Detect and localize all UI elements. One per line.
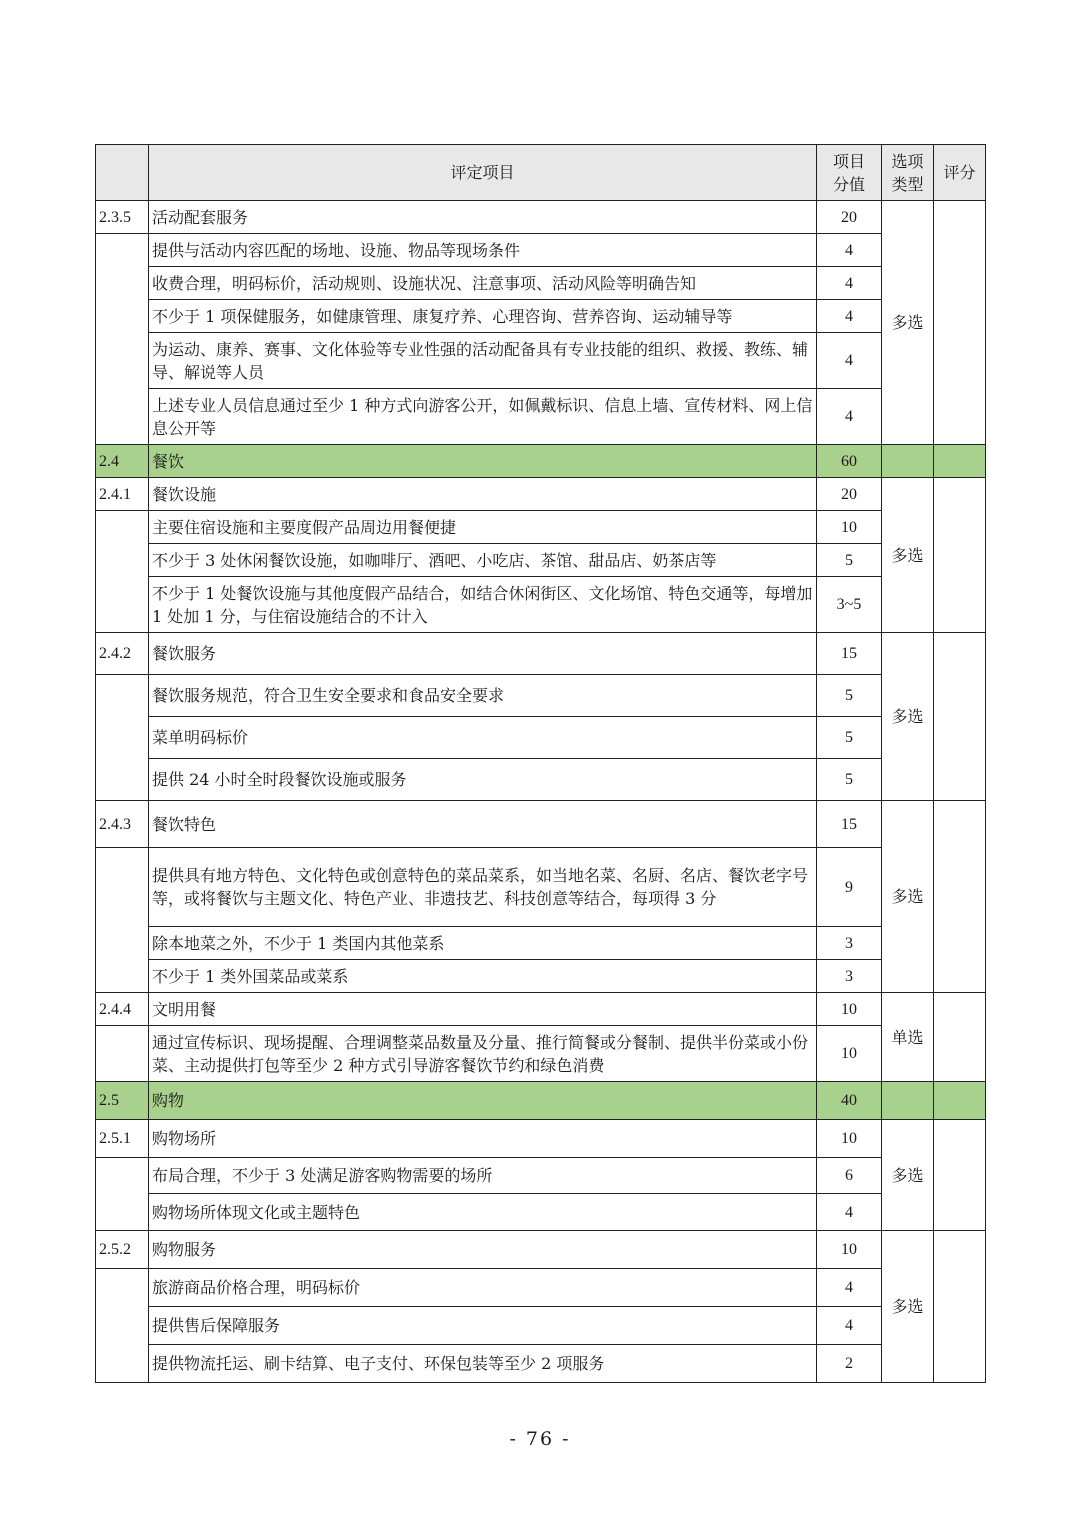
group-points: 20 xyxy=(817,201,882,234)
option-type: 多选 xyxy=(882,633,934,801)
section-row xyxy=(96,1082,986,1120)
item-text: 主要住宿设施和主要度假产品周边用餐便捷 xyxy=(149,511,817,544)
section-points: 40 xyxy=(817,1082,882,1120)
table-row xyxy=(96,927,986,960)
score-cell[interactable] xyxy=(934,801,986,993)
table-row xyxy=(96,511,986,544)
item-points: 3 xyxy=(817,960,882,993)
table-row xyxy=(96,759,986,801)
score-cell[interactable] xyxy=(934,201,986,445)
group-row xyxy=(96,478,986,511)
item-points: 5 xyxy=(817,544,882,577)
option-type: 多选 xyxy=(882,201,934,445)
number-spacer xyxy=(96,1269,149,1383)
item-points: 10 xyxy=(817,1026,882,1082)
item-text: 餐饮服务规范，符合卫生安全要求和食品安全要求 xyxy=(149,675,817,717)
page-number: - 76 - xyxy=(509,1428,571,1450)
score-cell[interactable] xyxy=(934,1120,986,1231)
table-row xyxy=(96,675,986,717)
section-title: 餐饮 xyxy=(149,445,817,478)
item-text: 提供 24 小时全时段餐饮设施或服务 xyxy=(149,759,817,801)
section-score-empty xyxy=(934,445,986,478)
section-points: 60 xyxy=(817,445,882,478)
table-row xyxy=(96,960,986,993)
item-points: 9 xyxy=(817,848,882,927)
option-type: 单选 xyxy=(882,993,934,1082)
item-points: 4 xyxy=(817,267,882,300)
item-text: 不少于 3 处休闲餐饮设施，如咖啡厅、酒吧、小吃店、茶馆、甜品店、奶茶店等 xyxy=(149,544,817,577)
score-cell[interactable] xyxy=(934,1231,986,1383)
table-row xyxy=(96,717,986,759)
item-text: 提供具有地方特色、文化特色或创意特色的菜品菜系，如当地名菜、名厨、名店、餐饮老字号等，或将餐饮与主题文化、特色产业、非遗技艺、科技创意等结合，每项得 3 分 xyxy=(149,848,817,927)
item-text: 为运动、康养、赛事、文化体验等专业性强的活动配备具有专业技能的组织、救援、教练、辅导、解说等人员 xyxy=(149,333,817,389)
item-text: 除本地菜之外，不少于 1 类国内其他菜系 xyxy=(149,927,817,960)
item-text: 购物场所体现文化或主题特色 xyxy=(149,1194,817,1231)
group-title: 购物场所 xyxy=(149,1120,817,1158)
item-text: 提供售后保障服务 xyxy=(149,1307,817,1345)
item-number: 2.4.1 xyxy=(96,478,149,511)
item-number: 2.4.3 xyxy=(96,801,149,848)
item-text: 菜单明码标价 xyxy=(149,717,817,759)
item-points: 2 xyxy=(817,1345,882,1383)
group-points: 10 xyxy=(817,1231,882,1269)
header-number xyxy=(96,145,149,201)
item-points: 4 xyxy=(817,333,882,389)
evaluation-table xyxy=(95,144,986,1383)
table-row xyxy=(96,1194,986,1231)
option-type: 多选 xyxy=(882,1120,934,1231)
item-number: 2.4.2 xyxy=(96,633,149,675)
table-header-row xyxy=(96,145,986,201)
item-points: 3~5 xyxy=(817,577,882,633)
item-points: 10 xyxy=(817,511,882,544)
table-row xyxy=(96,848,986,927)
number-spacer xyxy=(96,511,149,633)
option-type: 多选 xyxy=(882,1231,934,1383)
item-points: 4 xyxy=(817,389,882,445)
item-number: 2.5.2 xyxy=(96,1231,149,1269)
item-text: 提供与活动内容匹配的场地、设施、物品等现场条件 xyxy=(149,234,817,267)
item-points: 3 xyxy=(817,927,882,960)
item-text: 不少于 1 项保健服务，如健康管理、康复疗养、心理咨询、营养咨询、运动辅导等 xyxy=(149,300,817,333)
item-points: 4 xyxy=(817,1194,882,1231)
section-number: 2.4 xyxy=(96,445,149,478)
section-score-empty xyxy=(934,1082,986,1120)
item-points: 4 xyxy=(817,1307,882,1345)
group-row xyxy=(96,633,986,675)
item-points: 5 xyxy=(817,717,882,759)
table-row xyxy=(96,1026,986,1082)
score-cell[interactable] xyxy=(934,478,986,633)
item-number: 2.4.4 xyxy=(96,993,149,1026)
header-item: 评定项目 xyxy=(149,145,817,201)
item-text: 提供物流托运、刷卡结算、电子支付、环保包装等至少 2 项服务 xyxy=(149,1345,817,1383)
item-points: 4 xyxy=(817,234,882,267)
group-title: 餐饮设施 xyxy=(149,478,817,511)
section-row xyxy=(96,445,986,478)
item-text: 不少于 1 处餐饮设施与其他度假产品结合，如结合休闲街区、文化场馆、特色交通等，每增加 1 处加 1 分，与住宿设施结合的不计入 xyxy=(149,577,817,633)
number-spacer xyxy=(96,234,149,445)
group-title: 餐饮特色 xyxy=(149,801,817,848)
number-spacer xyxy=(96,1026,149,1082)
item-text: 收费合理，明码标价，活动规则、设施状况、注意事项、活动风险等明确告知 xyxy=(149,267,817,300)
item-text: 不少于 1 类外国菜品或菜系 xyxy=(149,960,817,993)
table-row xyxy=(96,1269,986,1307)
score-cell[interactable] xyxy=(934,993,986,1082)
group-points: 15 xyxy=(817,633,882,675)
number-spacer xyxy=(96,848,149,993)
item-points: 4 xyxy=(817,300,882,333)
group-row xyxy=(96,1120,986,1158)
group-points: 10 xyxy=(817,993,882,1026)
table-row xyxy=(96,333,986,389)
group-points: 15 xyxy=(817,801,882,848)
table-row xyxy=(96,234,986,267)
table-row xyxy=(96,1307,986,1345)
number-spacer xyxy=(96,675,149,801)
group-row xyxy=(96,1231,986,1269)
section-number: 2.5 xyxy=(96,1082,149,1120)
section-type-empty xyxy=(882,1082,934,1120)
group-points: 10 xyxy=(817,1120,882,1158)
group-points: 20 xyxy=(817,478,882,511)
item-number: 2.3.5 xyxy=(96,201,149,234)
table-row xyxy=(96,389,986,445)
group-title: 餐饮服务 xyxy=(149,633,817,675)
section-type-empty xyxy=(882,445,934,478)
item-points: 6 xyxy=(817,1158,882,1194)
item-text: 通过宣传标识、现场提醒、合理调整菜品数量及分量、推行简餐或分餐制、提供半份菜或小份菜、主动提供打包等至少 2 种方式引导游客餐饮节约和绿色消费 xyxy=(149,1026,817,1082)
group-title: 活动配套服务 xyxy=(149,201,817,234)
group-row xyxy=(96,801,986,848)
group-row xyxy=(96,993,986,1026)
table-row xyxy=(96,1158,986,1194)
group-row xyxy=(96,201,986,234)
score-cell[interactable] xyxy=(934,633,986,801)
option-type: 多选 xyxy=(882,478,934,633)
item-number: 2.5.1 xyxy=(96,1120,149,1158)
header-score: 评分 xyxy=(934,145,986,201)
table-row xyxy=(96,544,986,577)
header-points: 项目 分值 xyxy=(817,145,882,201)
item-points: 5 xyxy=(817,759,882,801)
item-text: 上述专业人员信息通过至少 1 种方式向游客公开，如佩戴标识、信息上墙、宣传材料、网上信息公开等 xyxy=(149,389,817,445)
header-option-type: 选项 类型 xyxy=(882,145,934,201)
table-row xyxy=(96,577,986,633)
item-points: 4 xyxy=(817,1269,882,1307)
table-row xyxy=(96,267,986,300)
table-row xyxy=(96,300,986,333)
item-text: 布局合理，不少于 3 处满足游客购物需要的场所 xyxy=(149,1158,817,1194)
group-title: 文明用餐 xyxy=(149,993,817,1026)
table-row xyxy=(96,1345,986,1383)
option-type: 多选 xyxy=(882,801,934,993)
item-text: 旅游商品价格合理，明码标价 xyxy=(149,1269,817,1307)
item-points: 5 xyxy=(817,675,882,717)
group-title: 购物服务 xyxy=(149,1231,817,1269)
section-title: 购物 xyxy=(149,1082,817,1120)
number-spacer xyxy=(96,1158,149,1231)
